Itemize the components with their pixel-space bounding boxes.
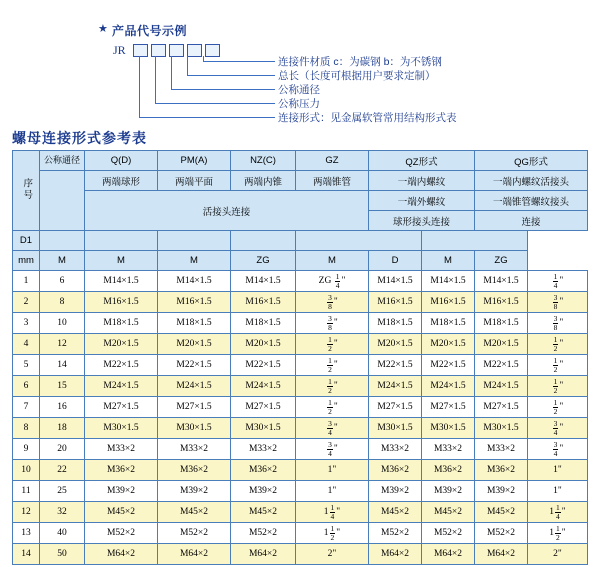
cell-qz-d: M16×1.5: [422, 292, 475, 313]
cell-q-thread: M27×1.5: [85, 397, 158, 418]
header-group-pm: PM(A): [158, 151, 231, 171]
cell-qz-d: M27×1.5: [422, 397, 475, 418]
table-row: [13, 418, 588, 439]
cell-qz-m: M30×1.5: [369, 418, 422, 439]
cell-q-thread: M33×2: [85, 439, 158, 460]
cell-nz-thread: M27×1.5: [231, 397, 296, 418]
cell-gz-thread: 1": [296, 460, 369, 481]
cell-qz-d: M36×2: [422, 460, 475, 481]
header-nominal-dia: 公称通径: [40, 151, 85, 171]
cell-qz-m: M33×2: [369, 439, 422, 460]
cell-nominal-dia: 16: [40, 397, 85, 418]
header-union-connection: 活接头连接: [85, 191, 369, 231]
header-qg-connection: 连接: [475, 211, 588, 231]
cell-qz-d: M33×2: [422, 439, 475, 460]
cell-q-thread: M24×1.5: [85, 376, 158, 397]
table-header-row-2b: [13, 191, 588, 211]
cell-seq: 6: [13, 376, 40, 397]
cell-qz-d: M14×1.5: [422, 271, 475, 292]
star-icon: ★: [98, 23, 108, 35]
header-nz-desc: 两端内锥: [231, 171, 296, 191]
cell-pm-thread: M14×1.5: [158, 271, 231, 292]
cell-seq: 7: [13, 397, 40, 418]
cell-qg-zg: $\frac{1}{2}$ ": [528, 376, 588, 397]
header-qg-desc-a: 一端内螺纹活接头: [475, 171, 588, 191]
cell-seq: 10: [13, 460, 40, 481]
cell-gz-thread: 1": [296, 481, 369, 502]
leader-line-horizontal: [171, 89, 275, 90]
cell-gz-thread: $\frac{1}{2}$ ": [296, 397, 369, 418]
cell-gz-thread: $\frac{3}{8}$ ": [296, 313, 369, 334]
nut-connection-reference-table: [12, 150, 588, 565]
cell-qg-m: M18×1.5: [475, 313, 528, 334]
cell-q-thread: M64×2: [85, 544, 158, 565]
cell-pm-thread: M16×1.5: [158, 292, 231, 313]
cell-pm-thread: M24×1.5: [158, 376, 231, 397]
cell-qg-m: M64×2: [475, 544, 528, 565]
cell-seq: 13: [13, 523, 40, 544]
cell-nominal-dia: 40: [40, 523, 85, 544]
header-qz-thread-m: M: [296, 251, 369, 271]
cell-qg-m: M24×1.5: [475, 376, 528, 397]
leader-line-vertical: [139, 56, 140, 117]
cell-qz-m: M27×1.5: [369, 397, 422, 418]
table-row: [13, 334, 588, 355]
header-spacer-1: [40, 231, 85, 251]
cell-pm-thread: M64×2: [158, 544, 231, 565]
cell-nominal-dia: 25: [40, 481, 85, 502]
header-qz-thread-d: D: [369, 251, 422, 271]
cell-qg-m: M20×1.5: [475, 334, 528, 355]
cell-nz-thread: M18×1.5: [231, 313, 296, 334]
header-qg-desc-b: 一端锥管螺纹接头: [475, 191, 588, 211]
table-header: [13, 151, 588, 271]
cell-nz-thread: M33×2: [231, 439, 296, 460]
cell-seq: 1: [13, 271, 40, 292]
table-header-row-4: [13, 231, 588, 251]
table-row: [13, 355, 588, 376]
cell-qz-m: M39×2: [369, 481, 422, 502]
cell-qg-zg: $\frac{1}{2}$ ": [528, 355, 588, 376]
cell-qg-zg: $\frac{1}{2}$ ": [528, 334, 588, 355]
header-spacer-2: [85, 231, 158, 251]
cell-nominal-dia: 6: [40, 271, 85, 292]
cell-nz-thread: M39×2: [231, 481, 296, 502]
cell-qz-d: M45×2: [422, 502, 475, 523]
cell-nominal-dia: 8: [40, 292, 85, 313]
cell-nz-thread: M30×1.5: [231, 418, 296, 439]
header-group-qz: QZ形式: [369, 151, 475, 171]
header-nominal-dia-blank: [40, 171, 85, 231]
cell-q-thread: M22×1.5: [85, 355, 158, 376]
cell-q-thread: M18×1.5: [85, 313, 158, 334]
cell-pm-thread: M33×2: [158, 439, 231, 460]
cell-qg-m: M39×2: [475, 481, 528, 502]
cell-pm-thread: M30×1.5: [158, 418, 231, 439]
cell-pm-thread: M22×1.5: [158, 355, 231, 376]
cell-nominal-dia: 10: [40, 313, 85, 334]
table-header-row-5: [13, 251, 588, 271]
header-pm-desc: 两端平面: [158, 171, 231, 191]
table-row: [13, 292, 588, 313]
cell-nz-thread: M45×2: [231, 502, 296, 523]
cell-pm-thread: M36×2: [158, 460, 231, 481]
cell-qg-m: M14×1.5: [475, 271, 528, 292]
cell-q-thread: M45×2: [85, 502, 158, 523]
cell-seq: 5: [13, 355, 40, 376]
cell-qz-m: M24×1.5: [369, 376, 422, 397]
cell-gz-thread: $\frac{3}{4}$ ": [296, 439, 369, 460]
header-q-thread: M: [40, 251, 85, 271]
leader-line-vertical: [171, 56, 172, 89]
cell-qg-zg: 1 $\frac{1}{2}$ ": [528, 523, 588, 544]
cell-seq: 12: [13, 502, 40, 523]
cell-q-thread: M30×1.5: [85, 418, 158, 439]
legend-title: 产品代号示例: [112, 24, 188, 38]
leader-line-vertical: [187, 56, 188, 75]
cell-qz-m: M36×2: [369, 460, 422, 481]
header-pm-thread: M: [85, 251, 158, 271]
table-row: [13, 544, 588, 565]
leader-line-horizontal: [187, 75, 275, 76]
table-header-row-1: [13, 151, 588, 171]
table-row: [13, 481, 588, 502]
code-prefix-label: JR: [113, 43, 126, 57]
cell-qz-d: M39×2: [422, 481, 475, 502]
cell-nominal-dia: 18: [40, 418, 85, 439]
cell-nominal-dia: 22: [40, 460, 85, 481]
cell-nz-thread: M22×1.5: [231, 355, 296, 376]
cell-nz-thread: M52×2: [231, 523, 296, 544]
code-box: [133, 44, 148, 57]
cell-q-thread: M20×1.5: [85, 334, 158, 355]
cell-qz-m: M52×2: [369, 523, 422, 544]
table-row: [13, 460, 588, 481]
cell-seq: 8: [13, 418, 40, 439]
cell-gz-thread: $\frac{1}{2}$ ": [296, 376, 369, 397]
cell-q-thread: M52×2: [85, 523, 158, 544]
cell-qg-zg: $\frac{3}{8}$ ": [528, 292, 588, 313]
cell-qg-m: M45×2: [475, 502, 528, 523]
code-placeholder-boxes: [133, 44, 220, 57]
cell-qg-zg: $\frac{1}{2}$ ": [528, 397, 588, 418]
cell-gz-thread: $\frac{3}{4}$ ": [296, 418, 369, 439]
header-q-desc: 两端球形: [85, 171, 158, 191]
header-spacer-6: [422, 231, 528, 251]
cell-nz-thread: M20×1.5: [231, 334, 296, 355]
cell-qg-m: M36×2: [475, 460, 528, 481]
cell-qz-d: M24×1.5: [422, 376, 475, 397]
table-row: [13, 313, 588, 334]
legend-item-nominal-bore: 公称通径: [278, 84, 320, 96]
header-gz-desc: 两端锥管: [296, 171, 369, 191]
product-code-legend: [0, 0, 600, 126]
cell-qg-m: M33×2: [475, 439, 528, 460]
cell-seq: 2: [13, 292, 40, 313]
cell-nominal-dia: 15: [40, 376, 85, 397]
header-group-qg: QG形式: [475, 151, 588, 171]
cell-nominal-dia: 50: [40, 544, 85, 565]
cell-qz-d: M20×1.5: [422, 334, 475, 355]
cell-gz-thread: $\frac{1}{2}$ ": [296, 355, 369, 376]
code-box: [205, 44, 220, 57]
header-qz-desc-b: 一端外螺纹: [369, 191, 475, 211]
cell-pm-thread: M18×1.5: [158, 313, 231, 334]
header-seq: 序号: [13, 151, 40, 231]
leader-line-horizontal: [203, 61, 275, 62]
cell-nominal-dia: 20: [40, 439, 85, 460]
header-group-q: Q(D): [85, 151, 158, 171]
table-header-row-2: [13, 171, 588, 191]
cell-nominal-dia: 32: [40, 502, 85, 523]
cell-nz-thread: M64×2: [231, 544, 296, 565]
cell-qg-zg: 1 $\frac{1}{4}$ ": [528, 502, 588, 523]
cell-nz-thread: M16×1.5: [231, 292, 296, 313]
cell-qg-m: M16×1.5: [475, 292, 528, 313]
header-qg-thread-zg: ZG: [475, 251, 528, 271]
cell-q-thread: M14×1.5: [85, 271, 158, 292]
legend-item-connection: 连接形式：见金属软管常用结构形式表: [278, 112, 457, 124]
table-row: [13, 271, 588, 292]
cell-seq: 3: [13, 313, 40, 334]
cell-gz-thread: ZG $\frac{1}{4}$ ": [296, 271, 369, 292]
cell-qz-m: M64×2: [369, 544, 422, 565]
cell-seq: 4: [13, 334, 40, 355]
cell-qz-d: M22×1.5: [422, 355, 475, 376]
code-box: [151, 44, 166, 57]
cell-q-thread: M36×2: [85, 460, 158, 481]
table-row: [13, 376, 588, 397]
header-gz-thread: ZG: [231, 251, 296, 271]
table-row: [13, 523, 588, 544]
cell-qz-m: M45×2: [369, 502, 422, 523]
cell-qg-zg: 1": [528, 460, 588, 481]
cell-qz-m: M20×1.5: [369, 334, 422, 355]
cell-nz-thread: M36×2: [231, 460, 296, 481]
cell-gz-thread: 1 $\frac{1}{2}$ ": [296, 523, 369, 544]
legend-item-total-length: 总长（长度可根据用户要求定制）: [278, 70, 436, 82]
cell-qz-m: M22×1.5: [369, 355, 422, 376]
cell-qz-d: M30×1.5: [422, 418, 475, 439]
cell-nominal-dia: 12: [40, 334, 85, 355]
cell-qg-zg: $\frac{3}{4}$ ": [528, 418, 588, 439]
leader-line-vertical: [155, 56, 156, 103]
legend-item-nominal-press: 公称压力: [278, 98, 320, 110]
cell-qz-d: M52×2: [422, 523, 475, 544]
cell-qz-m: M14×1.5: [369, 271, 422, 292]
table-row: [13, 502, 588, 523]
cell-q-thread: M16×1.5: [85, 292, 158, 313]
leader-line-horizontal: [139, 117, 275, 118]
cell-qz-d: M64×2: [422, 544, 475, 565]
cell-pm-thread: M27×1.5: [158, 397, 231, 418]
header-unit-mm: mm: [13, 251, 40, 271]
cell-qg-zg: 1": [528, 481, 588, 502]
cell-pm-thread: M45×2: [158, 502, 231, 523]
header-spacer-3: [158, 231, 231, 251]
cell-qg-m: M27×1.5: [475, 397, 528, 418]
cell-gz-thread: $\frac{1}{2}$ ": [296, 334, 369, 355]
header-qz-desc-a: 一端内螺纹: [369, 171, 475, 191]
header-d1: D1: [13, 231, 40, 251]
cell-qg-m: M30×1.5: [475, 418, 528, 439]
cell-qg-m: M52×2: [475, 523, 528, 544]
cell-gz-thread: 1 $\frac{1}{4}$ ": [296, 502, 369, 523]
page-title: 螺母连接形式参考表: [12, 130, 147, 146]
code-box: [187, 44, 202, 57]
cell-gz-thread: $\frac{3}{8}$ ": [296, 292, 369, 313]
cell-qg-zg: $\frac{3}{4}$ ": [528, 439, 588, 460]
table-row: [13, 439, 588, 460]
table-body: [13, 271, 588, 565]
header-group-nz: NZ(C): [231, 151, 296, 171]
header-spacer-4: [231, 231, 296, 251]
leader-line-horizontal: [155, 103, 275, 104]
header-qz-connection: 球形接头连接: [369, 211, 475, 231]
cell-seq: 9: [13, 439, 40, 460]
cell-nz-thread: M24×1.5: [231, 376, 296, 397]
cell-seq: 11: [13, 481, 40, 502]
cell-nz-thread: M14×1.5: [231, 271, 296, 292]
cell-qg-m: M22×1.5: [475, 355, 528, 376]
cell-pm-thread: M52×2: [158, 523, 231, 544]
cell-qg-zg: $\frac{1}{4}$ ": [528, 271, 588, 292]
table-row: [13, 397, 588, 418]
cell-qz-m: M18×1.5: [369, 313, 422, 334]
cell-gz-thread: 2": [296, 544, 369, 565]
header-qg-thread-m: M: [422, 251, 475, 271]
cell-qz-m: M16×1.5: [369, 292, 422, 313]
cell-nominal-dia: 14: [40, 355, 85, 376]
header-group-gz: GZ: [296, 151, 369, 171]
cell-pm-thread: M39×2: [158, 481, 231, 502]
cell-seq: 14: [13, 544, 40, 565]
cell-qz-d: M18×1.5: [422, 313, 475, 334]
cell-q-thread: M39×2: [85, 481, 158, 502]
cell-qg-zg: 2": [528, 544, 588, 565]
header-nz-thread: M: [158, 251, 231, 271]
cell-pm-thread: M20×1.5: [158, 334, 231, 355]
header-spacer-5: [296, 231, 422, 251]
data-table: [12, 150, 588, 565]
legend-item-material: 连接件材质 c：为碳钢 b：为不锈钢: [278, 56, 442, 68]
cell-qg-zg: $\frac{3}{8}$ ": [528, 313, 588, 334]
